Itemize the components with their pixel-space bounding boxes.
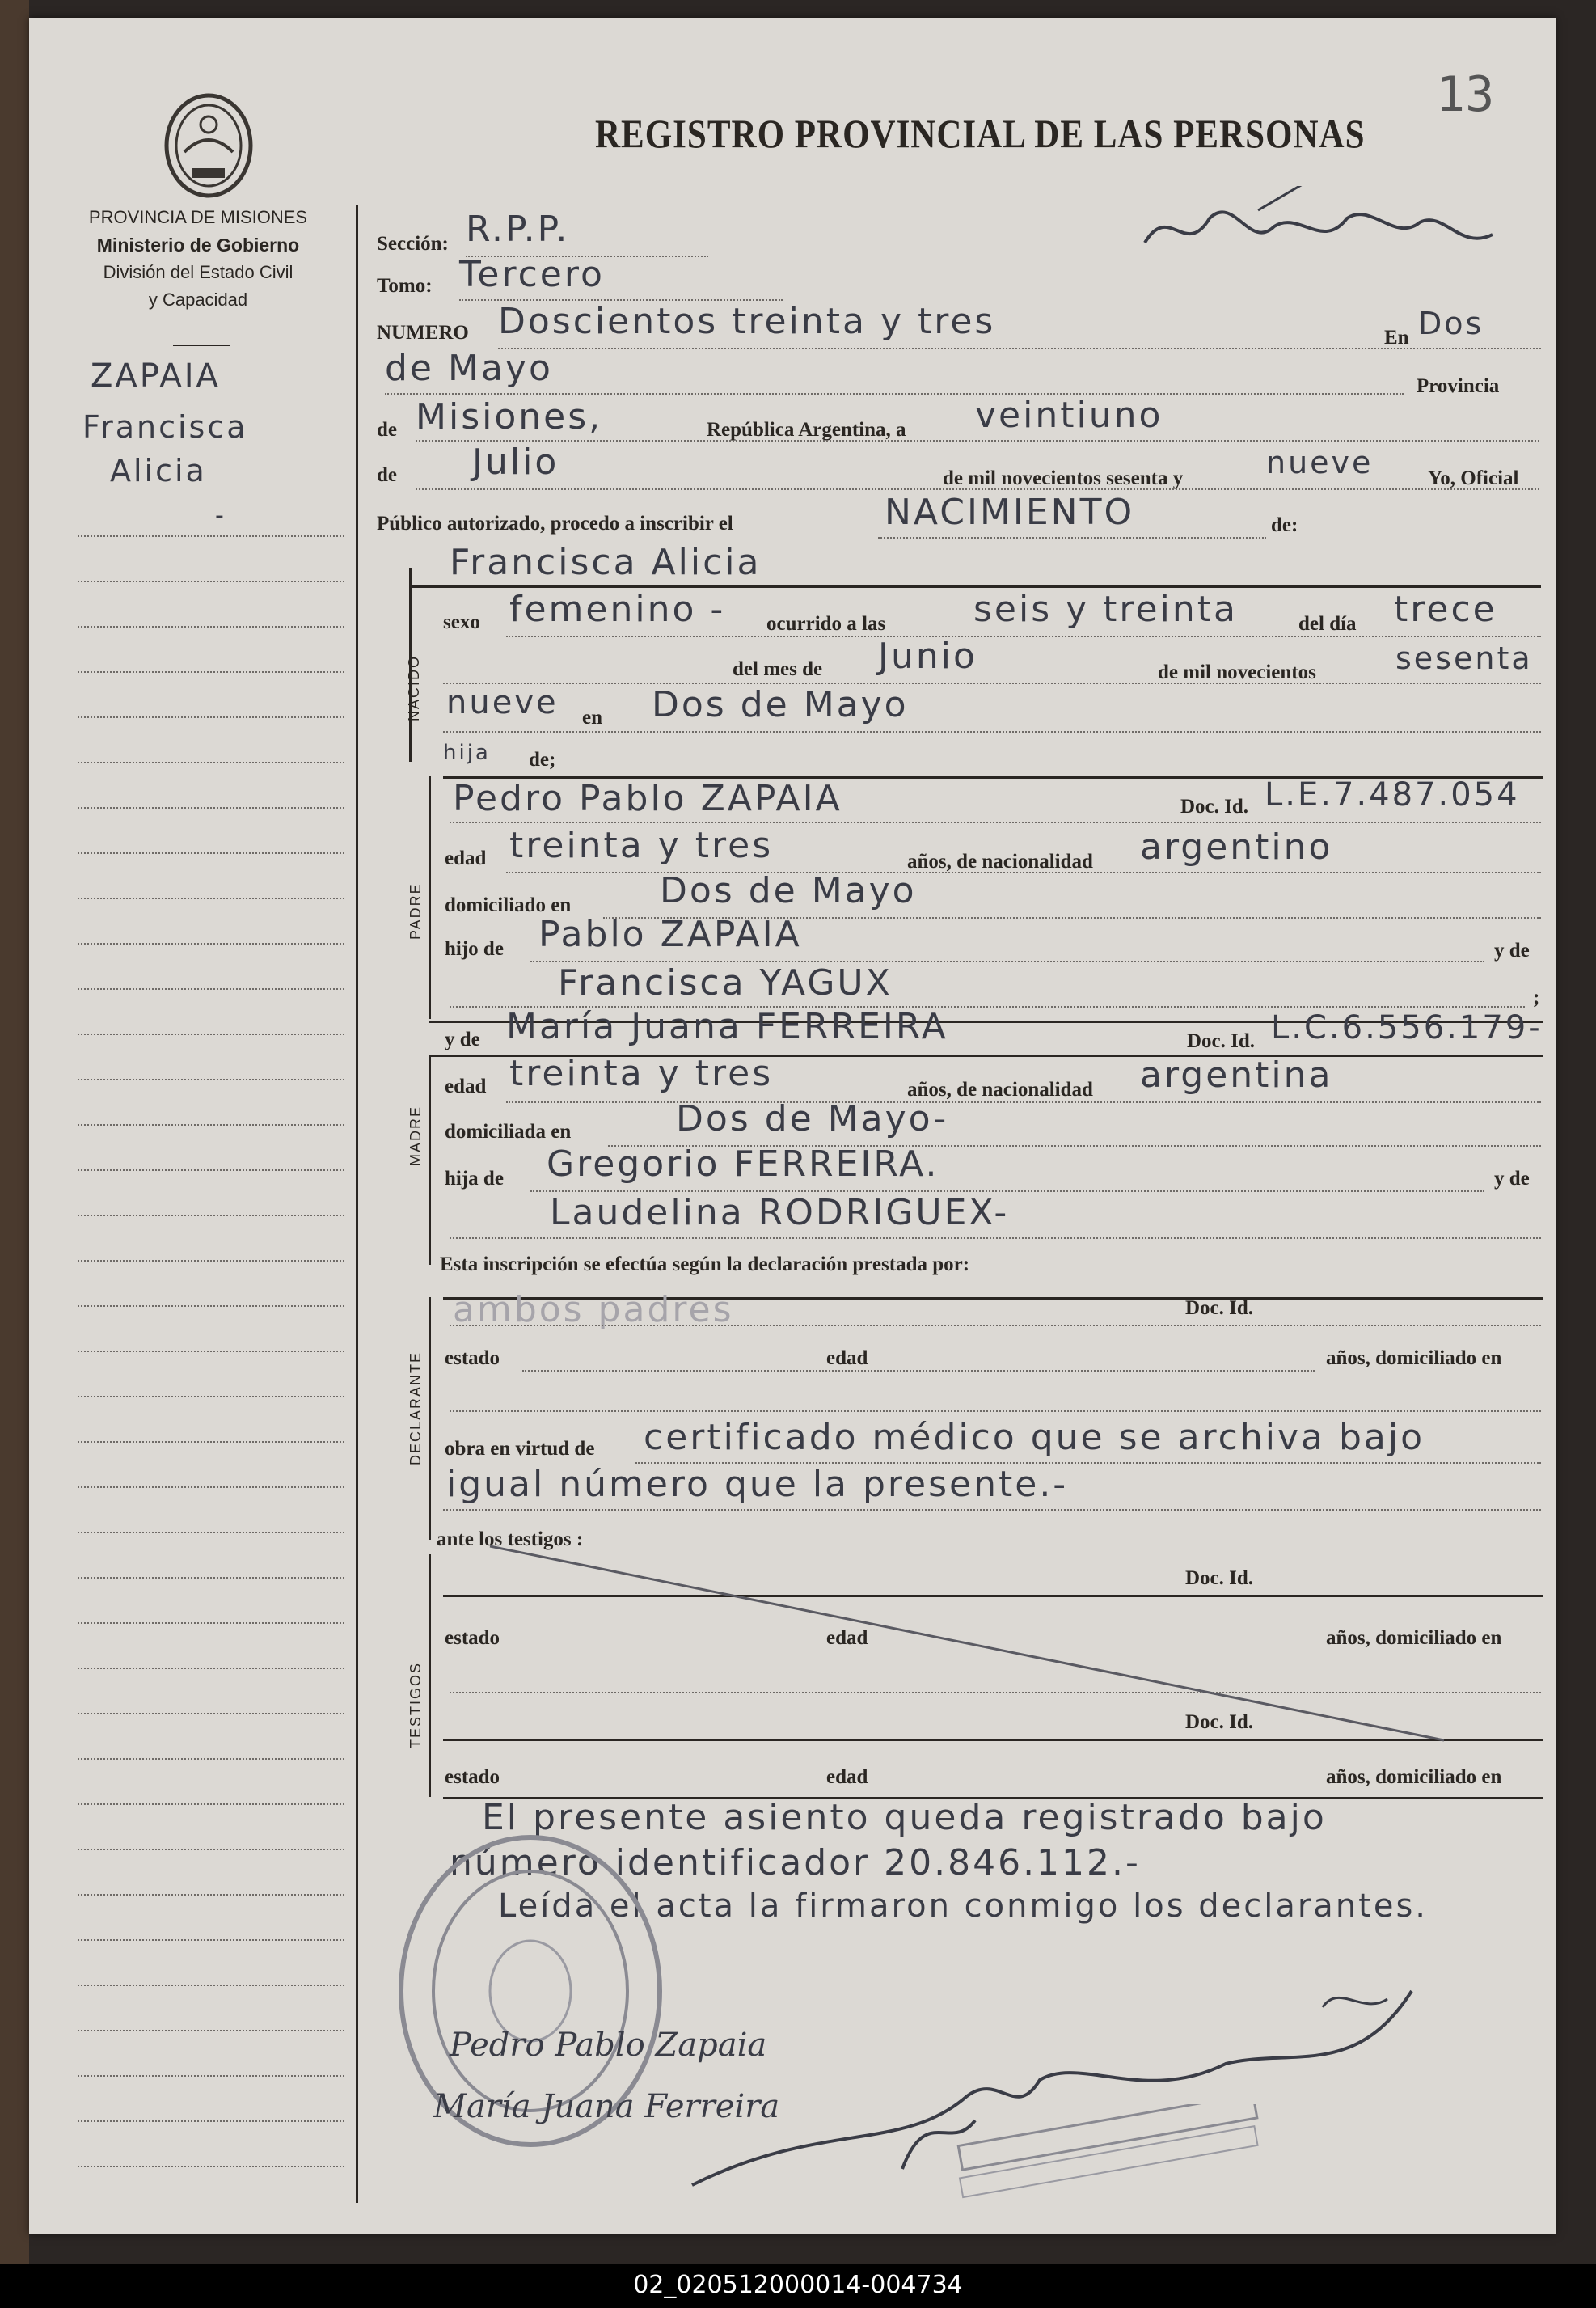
side-label-madre: MADRE bbox=[407, 1105, 424, 1166]
entry-tomo: Tercero bbox=[459, 254, 605, 295]
line-declarante-domicilio bbox=[450, 1410, 1541, 1412]
label-numero: NUMERO bbox=[377, 322, 469, 344]
label-en-lugar: en bbox=[582, 707, 602, 729]
line-en bbox=[385, 393, 1404, 395]
agency-dash bbox=[173, 345, 230, 346]
label-de-colon: de: bbox=[1271, 514, 1298, 536]
entry-dia: trece bbox=[1394, 589, 1497, 630]
entry-seccion: R.P.P. bbox=[466, 209, 570, 250]
label-de-mil-novecientos: de mil novecientos bbox=[1158, 662, 1316, 683]
margin-line bbox=[78, 852, 344, 854]
margin-line bbox=[78, 898, 344, 899]
label-madre-nacionalidad: años, de nacionalidad bbox=[907, 1079, 1093, 1101]
line-obra-2 bbox=[443, 1509, 1541, 1511]
testigos-divider bbox=[429, 1554, 431, 1797]
register-page bbox=[29, 18, 1556, 2234]
margin-surname: ZAPAIA bbox=[91, 357, 221, 395]
agency-division: División del Estado Civil bbox=[103, 262, 293, 282]
label-de-1: de bbox=[377, 419, 397, 441]
entry-obra-1: certificado médico que se archiva bajo bbox=[644, 1417, 1425, 1458]
entry-acto: NACIMIENTO bbox=[885, 492, 1135, 533]
entry-padre-nombre: Pedro Pablo ZAPAIA bbox=[453, 778, 842, 819]
label-testigo2-doc: Doc. Id. bbox=[1185, 1711, 1254, 1733]
label-padre-domicilio: domiciliado en bbox=[445, 894, 572, 916]
entry-obra-2: igual número que la presente.- bbox=[446, 1464, 1069, 1505]
signature-mother: María Juana Ferreira bbox=[433, 2088, 780, 2125]
entry-madre-edad: treinta y tres bbox=[509, 1053, 774, 1094]
entry-en-2: de Mayo bbox=[385, 348, 553, 389]
entry-provincia: Misiones, bbox=[416, 396, 603, 438]
label-sexo: sexo bbox=[443, 611, 480, 633]
label-padre-y-de: y de bbox=[1494, 940, 1530, 962]
label-tomo: Tomo: bbox=[377, 275, 433, 297]
entry-nota-3: Leída el acta la firmaron conmigo los declarantes. bbox=[498, 1887, 1429, 1925]
entry-lugar: Dos de Mayo bbox=[652, 684, 909, 725]
label-testigo1-doc: Doc. Id. bbox=[1185, 1567, 1254, 1589]
label-testigo1-edad: edad bbox=[826, 1627, 868, 1649]
label-del-dia: del día bbox=[1298, 613, 1357, 635]
line-mes bbox=[443, 683, 1541, 684]
entry-nacido-nombre: Francisca Alicia bbox=[450, 542, 762, 583]
label-padre-hijo-de: hijo de bbox=[445, 938, 504, 960]
label-obra: obra en virtud de bbox=[445, 1438, 595, 1460]
label-del-mes: del mes de bbox=[733, 658, 823, 680]
line-madre-madre bbox=[450, 1237, 1541, 1239]
margin-line bbox=[78, 988, 344, 990]
label-testigo2-estado: estado bbox=[445, 1766, 500, 1788]
label-punto-coma: ; bbox=[1533, 987, 1540, 1008]
entry-mes: Junio bbox=[878, 636, 977, 677]
label-ante-testigos: ante los testigos : bbox=[437, 1528, 584, 1550]
side-label-padre: PADRE bbox=[407, 882, 424, 940]
side-label-nacido: NACIDO bbox=[406, 654, 422, 721]
province-crest-icon bbox=[160, 89, 257, 202]
line-declarante-estado bbox=[522, 1370, 1315, 1372]
line-sexo bbox=[506, 636, 1541, 637]
entry-anio-1: sesenta bbox=[1395, 640, 1533, 676]
margin-dash: - bbox=[215, 501, 226, 530]
margin-line bbox=[78, 626, 344, 628]
margin-line bbox=[78, 1803, 344, 1805]
label-ocurrido: ocurrido a las bbox=[766, 613, 886, 635]
footer-bar bbox=[0, 2264, 1596, 2308]
line-provincia bbox=[416, 440, 1539, 442]
side-label-testigos: TESTIGOS bbox=[407, 1661, 424, 1748]
margin-line bbox=[78, 1260, 344, 1262]
entry-padre-edad: treinta y tres bbox=[509, 825, 774, 866]
entry-anio-2: nueve bbox=[446, 684, 559, 721]
label-testigo2-domicilio: años, domiciliado en bbox=[1326, 1766, 1502, 1788]
entry-nota-1: El presente asiento queda registrado bajo bbox=[482, 1797, 1327, 1838]
agency-capacity: y Capacidad bbox=[148, 290, 248, 310]
label-en: En bbox=[1384, 327, 1409, 349]
declarante-divider bbox=[429, 1297, 431, 1540]
page-title: REGISTRO PROVINCIAL DE LAS PERSONAS bbox=[595, 112, 1366, 157]
margin-line bbox=[78, 1894, 344, 1896]
cancel-strike-line bbox=[482, 1538, 1452, 1748]
line-padre-nombre bbox=[450, 822, 1541, 823]
agency-block bbox=[65, 204, 331, 314]
line-lugar bbox=[443, 731, 1541, 733]
label-declaracion: Esta inscripción se efectúa según la declaración prestada por: bbox=[440, 1253, 970, 1275]
side-label-declarante: DECLARANTE bbox=[407, 1351, 424, 1465]
margin-line bbox=[78, 2075, 344, 2077]
margin-line bbox=[78, 716, 344, 718]
entry-padre-domicilio: Dos de Mayo bbox=[660, 870, 917, 911]
entry-padre-madre: Francisca YAGUX bbox=[558, 962, 893, 1004]
label-testigo2-edad: edad bbox=[826, 1766, 868, 1788]
entry-fecha-dia: veintiuno bbox=[975, 395, 1163, 436]
margin-line bbox=[78, 2120, 344, 2122]
margin-line bbox=[78, 2166, 344, 2167]
label-de-2: de bbox=[377, 464, 397, 486]
entry-madre-doc: L.C.6.556.179- bbox=[1271, 1009, 1543, 1046]
label-declarante-doc: Doc. Id. bbox=[1185, 1297, 1254, 1319]
label-hij-de: de; bbox=[529, 749, 556, 771]
margin-line bbox=[78, 535, 344, 537]
entry-hij: hija bbox=[443, 741, 491, 765]
line-madre-edad bbox=[506, 1101, 1541, 1103]
margin-line bbox=[78, 807, 344, 809]
margin-line bbox=[78, 1351, 344, 1352]
margin-line bbox=[78, 581, 344, 582]
label-testigo1-estado: estado bbox=[445, 1627, 500, 1649]
book-binding bbox=[0, 0, 29, 2308]
label-declarante-domicilio: años, domiciliado en bbox=[1326, 1347, 1502, 1369]
margin-first-name: Francisca bbox=[82, 409, 248, 445]
label-seccion: Sección: bbox=[377, 233, 449, 255]
margin-line bbox=[78, 762, 344, 763]
label-declarante-edad: edad bbox=[826, 1347, 868, 1369]
line-declarante bbox=[450, 1325, 1541, 1326]
entry-numero: Doscientos treinta y tres bbox=[498, 301, 996, 342]
label-madre-domicilio: domiciliada en bbox=[445, 1121, 572, 1143]
official-signature-top bbox=[1137, 186, 1509, 275]
margin-divider bbox=[356, 205, 358, 2203]
margin-line bbox=[78, 1577, 344, 1579]
entry-declarante: ambos padres bbox=[453, 1289, 734, 1330]
page-number: 13 bbox=[1436, 66, 1495, 123]
entry-padre-hijo-de: Pablo ZAPAIA bbox=[538, 914, 802, 955]
margin-line bbox=[78, 1758, 344, 1760]
padre-divider bbox=[429, 776, 431, 1019]
entry-madre-domicilio: Dos de Mayo- bbox=[676, 1098, 949, 1139]
line-acto bbox=[878, 537, 1266, 539]
entry-sexo: femenino - bbox=[509, 589, 726, 630]
line-numero bbox=[498, 348, 1541, 349]
margin-line bbox=[78, 2030, 344, 2031]
line-fecha bbox=[416, 488, 1539, 490]
margin-line bbox=[78, 1441, 344, 1443]
label-madre-edad: edad bbox=[445, 1076, 487, 1097]
agency-ministry: Ministerio de Gobierno bbox=[96, 235, 300, 256]
madre-divider bbox=[429, 1055, 431, 1265]
entry-fecha-anio: nueve bbox=[1266, 445, 1374, 480]
margin-line bbox=[78, 1169, 344, 1171]
label-provincia: Provincia bbox=[1417, 375, 1500, 397]
entry-padre-nacionalidad: argentino bbox=[1140, 826, 1333, 868]
entry-madre-madre: Laudelina RODRIGUEX- bbox=[550, 1192, 1010, 1233]
label-padre-doc: Doc. Id. bbox=[1180, 796, 1249, 818]
footer-caption: 02_020512000014-004734 bbox=[633, 2271, 963, 2299]
official-stamp-icon bbox=[951, 2104, 1274, 2201]
label-testigo1-domicilio: años, domiciliado en bbox=[1326, 1627, 1502, 1649]
entry-nota-2: número identificador 20.846.112.- bbox=[450, 1842, 1141, 1883]
label-y-de-madre: y de bbox=[445, 1029, 480, 1050]
margin-line bbox=[78, 1532, 344, 1533]
entry-madre-nombre: María Juana FERREIRA bbox=[506, 1006, 948, 1047]
label-mil-novecientos-sesenta-y: de mil novecientos sesenta y bbox=[943, 467, 1184, 489]
label-publico: Público autorizado, procedo a inscribir el bbox=[377, 513, 733, 535]
entry-madre-hija-de: Gregorio FERREIRA. bbox=[547, 1143, 939, 1185]
nacido-top-rule bbox=[409, 585, 1541, 588]
margin-line bbox=[78, 1486, 344, 1488]
entry-en-1: Dos bbox=[1418, 306, 1484, 341]
agency-province: PROVINCIA DE MISIONES bbox=[88, 207, 308, 227]
entry-fecha-mes: Julio bbox=[472, 442, 559, 483]
signature-father: Pedro Pablo Zapaia bbox=[450, 2027, 767, 2064]
margin-line bbox=[78, 1622, 344, 1624]
entry-padre-doc: L.E.7.487.054 bbox=[1265, 776, 1520, 814]
entry-madre-nacionalidad: argentina bbox=[1140, 1055, 1333, 1096]
label-yo-oficial: Yo, Oficial bbox=[1428, 467, 1519, 489]
margin-line bbox=[78, 1985, 344, 1986]
label-republica: República Argentina, a bbox=[707, 419, 906, 441]
label-padre-edad: edad bbox=[445, 848, 487, 869]
margin-second-name: Alicia bbox=[110, 453, 207, 488]
entry-hora: seis y treinta bbox=[973, 589, 1238, 630]
label-madre-doc: Doc. Id. bbox=[1187, 1030, 1256, 1052]
margin-line bbox=[78, 1215, 344, 1216]
margin-line bbox=[78, 1939, 344, 1941]
label-madre-y-de: y de bbox=[1494, 1168, 1530, 1190]
margin-line bbox=[78, 1396, 344, 1397]
margin-line bbox=[78, 1305, 344, 1307]
margin-line bbox=[78, 1849, 344, 1850]
margin-line bbox=[78, 1034, 344, 1035]
margin-line bbox=[78, 1668, 344, 1669]
label-declarante-estado: estado bbox=[445, 1347, 500, 1369]
label-madre-hija-de: hija de bbox=[445, 1168, 504, 1190]
margin-line bbox=[78, 1713, 344, 1714]
margin-line bbox=[78, 943, 344, 945]
label-padre-nacionalidad: años, de nacionalidad bbox=[907, 851, 1093, 873]
margin-line bbox=[78, 1079, 344, 1080]
margin-line bbox=[78, 1124, 344, 1126]
margin-line bbox=[78, 671, 344, 673]
